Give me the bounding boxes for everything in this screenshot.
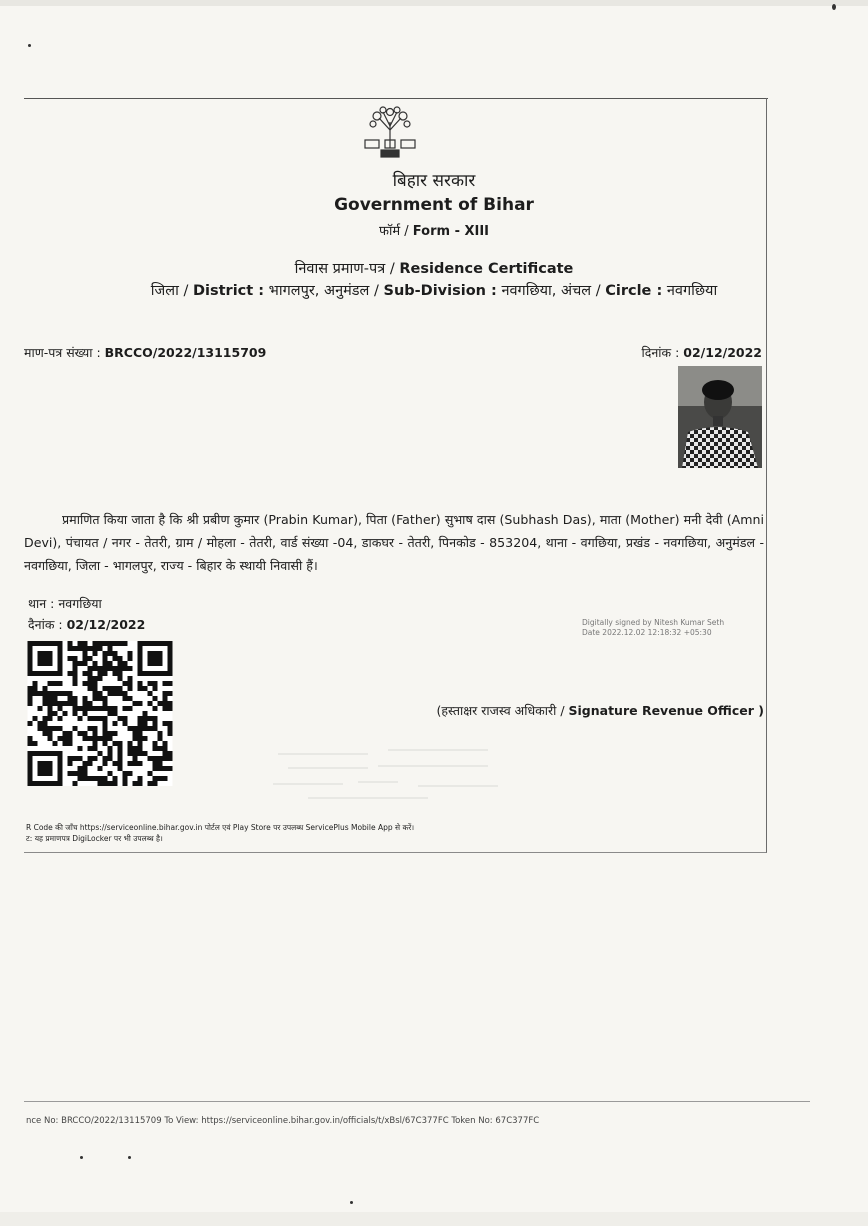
subdivision-label: Sub-Division : [383, 283, 497, 299]
circle-value: नवगछिया [666, 283, 718, 299]
reference-line: nce No: BRCCO/2022/13115709 To View: https://serviceonline.bihar.gov.in/officials/t/xBsl/67C377FC Token No: 67C377FC [26, 1116, 540, 1126]
district-hindi-label: जिला / [150, 283, 189, 299]
signature-caption-hindi: (हस्ताक्षर राजस्व अधिकारी / [436, 703, 565, 718]
subdivision-value: नवगछिया, अंचल / [501, 283, 601, 299]
form-label: Form - XIII [412, 224, 490, 239]
district-label: District : [192, 283, 265, 299]
issue-date [28, 616, 145, 633]
bihar-emblem-icon [355, 104, 425, 164]
speck [80, 1156, 83, 1159]
certificate-title-hindi: निवास प्रमाण-पत्र / [294, 261, 395, 277]
issue-place-label: थान : [28, 596, 55, 611]
faint-stamp-impression [268, 742, 508, 804]
page-edge [0, 1212, 868, 1226]
certificate-number [24, 344, 266, 361]
form-number [0, 221, 868, 239]
footnote-digilocker: ट: यह प्रमाणपत्र DigiLocker पर भी उपलब्ध है। [26, 834, 163, 843]
certificate-number-label: माण-पत्र संख्या : [24, 345, 101, 360]
speck [128, 1156, 131, 1159]
issue-date-value: 02/12/2022 [66, 617, 146, 632]
certificate-title [0, 258, 868, 278]
form-hindi-label: फॉर्म / [378, 224, 409, 239]
issue-place-value: नवगछिया [58, 596, 102, 611]
speck [350, 1201, 353, 1204]
page-edge [0, 0, 868, 6]
qr-code-icon[interactable] [25, 641, 175, 786]
speck [28, 44, 31, 47]
issue-date-label: दैनांक : [28, 617, 63, 632]
digital-signature-line-2: Date 2022.12.02 12:18:32 +05:30 [582, 628, 712, 637]
district-line [0, 280, 868, 300]
certificate-date-label: दिनांक : [641, 345, 680, 360]
certificate-title-english: Residence Certificate [399, 261, 574, 277]
issue-place [28, 595, 102, 612]
footnote-qr-verify: R Code की जाँच https://serviceonline.bihar.gov.in पोर्टल एवं Play Store पर उपलब्ध ServicePlus Mobile App से करें। [26, 823, 415, 832]
speck [832, 4, 836, 10]
certificate-date [641, 344, 762, 361]
certificate-date-value: 02/12/2022 [683, 345, 762, 360]
bottom-rule [24, 1101, 810, 1102]
certificate-number-value: BRCCO/2022/13115709 [104, 345, 267, 360]
district-value: भागलपुर, अनुमंडल / [268, 283, 379, 299]
certificate-body [24, 508, 764, 577]
digital-signature-line-1: Digitally signed by Nitesh Kumar Seth [582, 618, 725, 627]
circle-label: Circle : [605, 283, 663, 299]
english-government-title: Government of Bihar [334, 195, 534, 215]
signature-caption-english: Signature Revenue Officer ) [568, 703, 764, 718]
signature-caption [436, 702, 764, 719]
digital-signature-note [582, 618, 752, 638]
applicant-photo [678, 366, 762, 468]
hindi-government-title: बिहार सरकार [392, 171, 476, 191]
certificate-body-text: प्रमाणित किया जाता है कि श्री प्रबीण कुमार (Prabin Kumar), पिता (Father) सुभाष दास (Subhash Das), माता (Mother) मनी देवी (Amni Devi), पंचायत / नगर - तेतरी, ग्राम / मोहला - तेतरी, वार्ड संख्या -04, डाकघर - तेतरी, पिनकोड - 853204, थाना - वगछिया, प्रखंड - नवगछिया, अनुमंडल - नवगछिया, जिला - भागलपुर, राज्य - बिहार के स्थायी निवासी हैं। [24, 512, 764, 573]
